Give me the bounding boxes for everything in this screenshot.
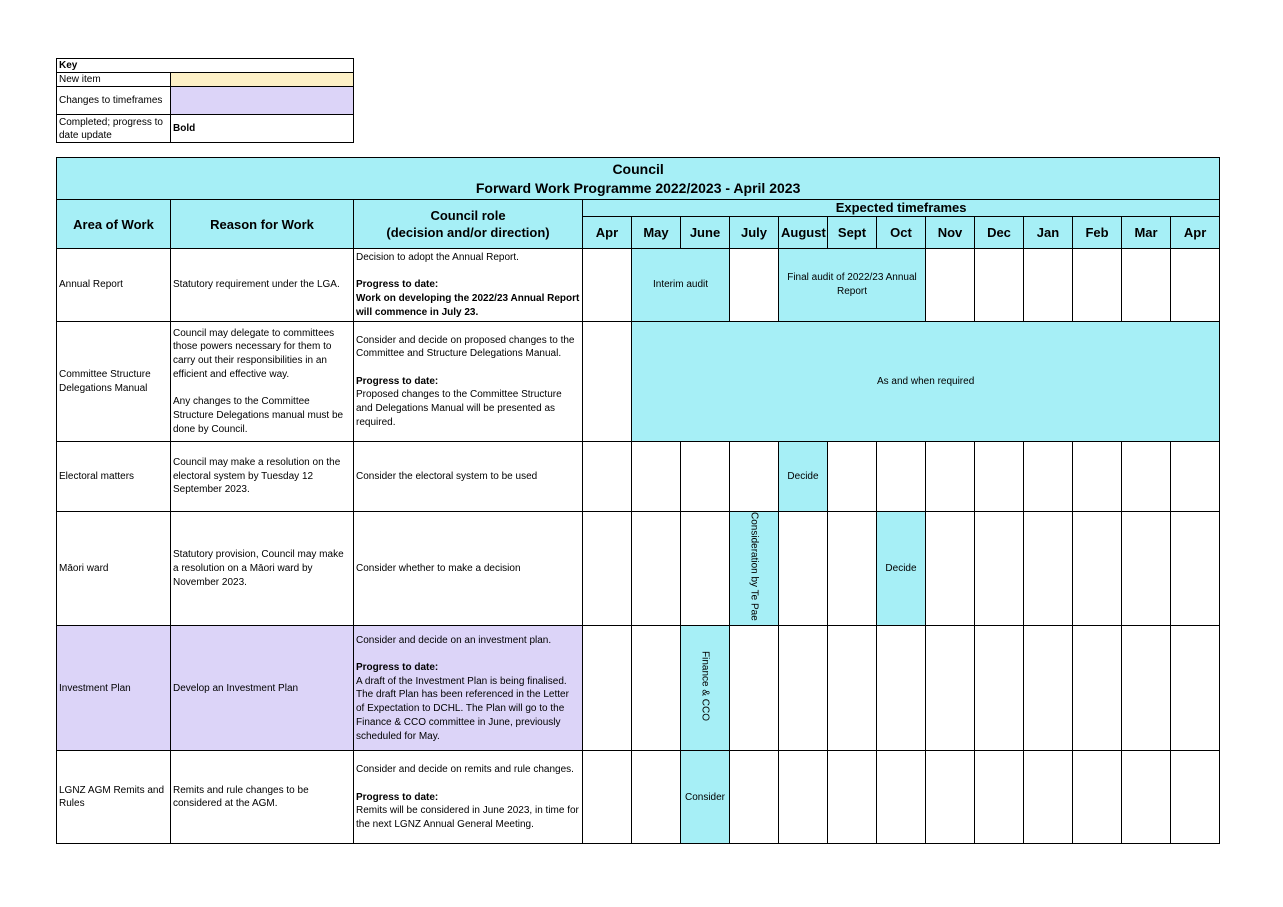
cell-empty [583, 322, 632, 442]
row-electoral-reason: Council may make a resolution on the electoral system by Tuesday 12 September 2023. [171, 442, 354, 512]
header-area-of-work: Area of Work [57, 200, 171, 249]
header-council-role [354, 200, 583, 249]
table-row [57, 512, 1220, 626]
cell-empty [730, 249, 779, 322]
reason-text-1: Council may delegate to committees those powers necessary for them to carry out their responsibilities in an efficient and effective way. [173, 327, 335, 380]
timeframe-maori-decide: Decide [877, 512, 926, 626]
row-maori-reason: Statutory provision, Council may make a resolution on a Māori ward by November 2023. [171, 512, 354, 626]
timeframe-lgnz-consider: Consider [681, 751, 730, 844]
table-row [57, 249, 1220, 322]
row-investment-role [354, 626, 583, 751]
progress-label: Progress to date: [356, 279, 439, 291]
month-may: May [632, 217, 681, 249]
month-july: July [730, 217, 779, 249]
month-apr-next: Apr [1171, 217, 1220, 249]
row-investment-reason: Develop an Investment Plan [171, 626, 354, 751]
row-electoral-area: Electoral matters [57, 442, 171, 512]
role-text: Decision to adopt the Annual Report. [356, 251, 519, 263]
month-feb: Feb [1073, 217, 1122, 249]
cell-empty [583, 249, 632, 322]
progress-text: Proposed changes to the Committee Structure and Delegations Manual will be presented as required. [356, 389, 562, 428]
role-text: Consider and decide on remits and rule changes. [356, 764, 574, 776]
key-label-changes: Changes to timeframes [57, 87, 171, 115]
timeframe-as-required: As and when required [632, 322, 1220, 442]
row-electoral-role: Consider the electoral system to be used [354, 442, 583, 512]
row-annual-reason: Statutory requirement under the LGA. [171, 249, 354, 322]
row-committee-area: Committee Structure Delegations Manual [57, 322, 171, 442]
timeframe-te-pae [730, 512, 779, 626]
title-line-2: Forward Work Programme 2022/2023 - April 2023 [475, 180, 801, 196]
key-label-new-item: New item [57, 73, 171, 87]
month-sept: Sept [828, 217, 877, 249]
role-text: Consider and decide on proposed changes to the Committee and Structure Delegations Manual. [356, 334, 575, 360]
month-august: August [779, 217, 828, 249]
month-jan: Jan [1024, 217, 1073, 249]
header-council-role-line-2: (decision and/or direction) [386, 225, 550, 240]
month-apr: Apr [583, 217, 632, 249]
row-lgnz-reason: Remits and rule changes to be considered at the AGM. [171, 751, 354, 844]
month-oct: Oct [877, 217, 926, 249]
table-row [57, 626, 1220, 751]
key-swatch-changes [171, 87, 354, 115]
key-table [56, 58, 354, 143]
table-row [57, 751, 1220, 844]
month-june: June [681, 217, 730, 249]
progress-text: Work on developing the 2022/23 Annual Report will commence in July 23. [356, 292, 580, 318]
row-maori-role: Consider whether to make a decision [354, 512, 583, 626]
month-nov: Nov [926, 217, 975, 249]
role-text: Consider and decide on an investment plan. [356, 634, 552, 646]
progress-label: Progress to date: [356, 791, 439, 803]
row-committee-role [354, 322, 583, 442]
table-row [57, 322, 1220, 442]
month-mar: Mar [1122, 217, 1171, 249]
row-annual-role [354, 249, 583, 322]
timeframe-te-pae-label: Consideration by Te Pae [748, 512, 760, 621]
title-line-1: Council [612, 161, 664, 177]
forward-work-programme-table [56, 157, 1220, 844]
timeframe-final-audit: Final audit of 2022/23 Annual Report [779, 249, 926, 322]
row-lgnz-area: LGNZ AGM Remits and Rules [57, 751, 171, 844]
month-dec: Dec [975, 217, 1024, 249]
row-committee-reason [171, 322, 354, 442]
header-council-role-line-1: Council role [430, 208, 506, 223]
row-lgnz-role [354, 751, 583, 844]
progress-text: A draft of the Investment Plan is being finalised. The draft Plan has been referenced in the Letter of Expectation to DCHL. The Plan will go to the Finance & CCO committee in June, previously scheduled for May. [356, 675, 569, 742]
progress-label: Progress to date: [356, 375, 439, 387]
timeframe-finance-cco-label: Finance & CCO [699, 651, 711, 722]
reason-text-2: Any changes to the Committee Structure Delegations manual must be done by Council. [173, 396, 344, 435]
header-expected-timeframes: Expected timeframes [583, 200, 1220, 217]
page-title [57, 158, 1220, 200]
key-swatch-new-item [171, 73, 354, 87]
key-swatch-completed: Bold [171, 115, 354, 143]
progress-label: Progress to date: [356, 662, 439, 674]
key-label-completed: Completed; progress to date update [57, 115, 171, 143]
timeframe-electoral-decide: Decide [779, 442, 828, 512]
header-reason-for-work: Reason for Work [171, 200, 354, 249]
timeframe-finance-cco [681, 626, 730, 751]
row-annual-area: Annual Report [57, 249, 171, 322]
row-investment-area: Investment Plan [57, 626, 171, 751]
timeframe-interim-audit: Interim audit [632, 249, 730, 322]
key-title: Key [57, 59, 354, 73]
table-row [57, 442, 1220, 512]
row-maori-area: Māori ward [57, 512, 171, 626]
progress-text: Remits will be considered in June 2023, in time for the next LGNZ Annual General Meeting. [356, 805, 579, 831]
